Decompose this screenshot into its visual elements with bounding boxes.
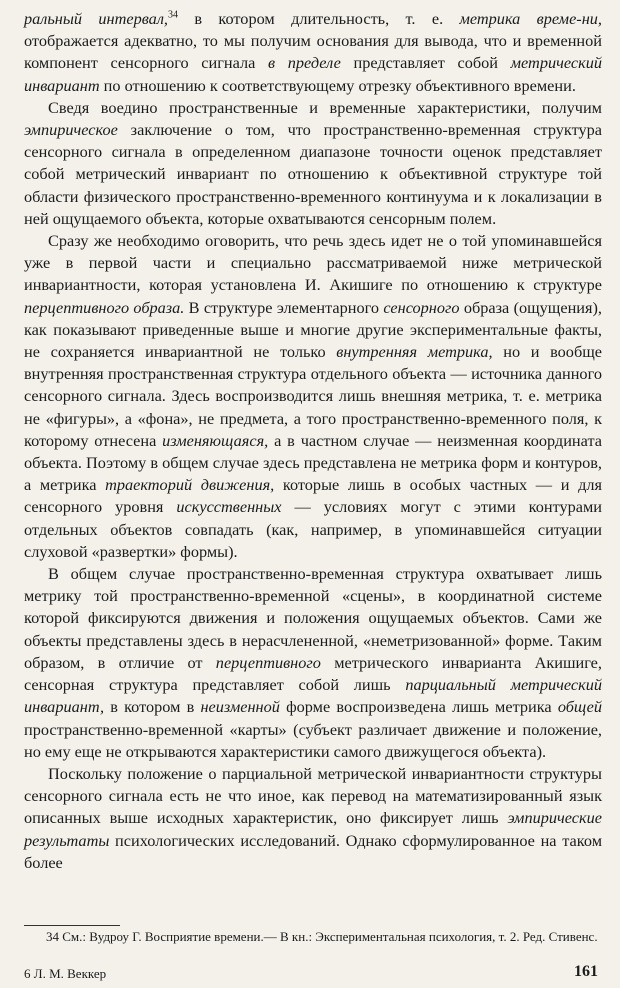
- text-run: по отношению к соответствующему отрезку объективного времени.: [99, 75, 576, 95]
- footnote-rule: [24, 925, 120, 926]
- italic-text: сенсорного: [383, 297, 460, 317]
- footnote-ref: 34: [168, 9, 178, 21]
- text-run: Поскольку положение о парциальной метрической инвариантности структуры сенсорного сигнала есть не что иное, как перевод на математизированный язык описанных выше исходных характеристик, оно фиксирует лишь: [24, 763, 602, 828]
- text-run: в котором длительность, т. е.: [178, 9, 460, 28]
- body-text: [24, 8, 602, 874]
- text-run: Сразу же необходимо оговорить, что речь здесь идет не о той упоминавшейся уже в первой части и специально рассматриваемой ниже метрической инвариантности, которая установлена И. Акишиге по отношению к структуре: [24, 231, 602, 295]
- italic-text: внутренняя метрика,: [336, 342, 493, 362]
- italic-text: метрический инвариант: [24, 53, 602, 95]
- paragraph: [24, 230, 602, 563]
- printer-signature: 6 Л. М. Веккер: [24, 966, 107, 981]
- text-run: образа (ощущения), как показывают приведенные выше и многие другие экспериментальные факты, не сохраняется инвариантной не только: [24, 297, 602, 362]
- text-run: метрического инварианта Акишиге, сенсорная структура представляет собой лишь: [24, 652, 602, 695]
- text-run: пространственно-временной «карты» (субъект различает движение и положение, но ему еще не открываются характеристики самого движущегося объекта).: [24, 719, 602, 761]
- text-run: представляет собой: [340, 53, 511, 73]
- text-run: но и вообще внутренняя пространственная структура отдельного объекта — источника данного сенсорного сигнала. Здесь воспроизводится лишь внешняя метрика, т. е. метрика не «фигуры», а «фона», не предмета, а того пространственно-временного поля, к которому отнесена: [24, 342, 602, 450]
- text-run: заключение о том, что пространственно-временная структура сенсорного сигнала в определенном диапазоне точности оценок представляет собой метрический инвариант по отношению к объективной структуре той области физического пространственно-временного континуума и к локализации в ней ощущаемого объекта, которые охватываются сенсорным полем.: [24, 120, 602, 228]
- text-run: В структуре элементарного: [184, 297, 384, 317]
- italic-text: траекторий движения,: [105, 475, 275, 495]
- italic-text: эмпирические результаты: [24, 808, 602, 850]
- paragraph: [24, 97, 602, 230]
- text-run: — условиях могут с этими контурами отдельных объектов совпадать (как, например, в упоминавшейся ситуации слуховой «развертки» формы).: [24, 497, 602, 561]
- text-run: форме воспроизведена лишь метрика: [279, 697, 558, 717]
- italic-text: метрика време-ни,: [459, 9, 602, 28]
- text-run: В общем случае пространственно-временная структура охватывает лишь метрику той пространственно-временной «сцены», в координатной системе которой фиксируются движения и положения ощущаемых объектов. Сами же объекты представлены здесь в нерасчлененной, «неметризованной» форме. Таким образом, в отличие от: [24, 564, 602, 672]
- text-run: психологических исследований. Однако сформулированное на таком более: [24, 830, 602, 872]
- italic-text: общей: [557, 697, 602, 717]
- italic-text: перцептивного образа.: [24, 297, 185, 317]
- italic-text: перцептивного: [215, 652, 321, 672]
- paragraph: [24, 563, 602, 763]
- italic-text: изменяющаяся,: [162, 430, 269, 450]
- text-run: Сведя воедино пространственные и временные характеристики, получим: [48, 97, 602, 117]
- italic-text: ральный интервал,: [24, 9, 168, 28]
- text-run: которые лишь в особых частных — и для сенсорного уровня: [24, 475, 603, 517]
- text-run: в котором в: [104, 697, 201, 717]
- footnote: 34 См.: Вудроу Г. Восприятие времени.— В кн.: Экспериментальная психология, т. 2. Ред. Стивенс.: [46, 929, 598, 944]
- page-number: 161: [574, 963, 598, 980]
- italic-text: в пределе: [268, 53, 341, 73]
- italic-text: неизменной: [200, 697, 280, 717]
- text-run: а в частном случае — неизменная координата объекта. Поэтому в общем случае здесь представлена не метрика форм и контуров, а метрика: [24, 430, 602, 495]
- text-run: отображается адекватно, то мы получим основания для вывода, что и временной компонент сенсорного сигнала: [24, 31, 602, 73]
- paragraph: [24, 763, 602, 874]
- paragraph: [24, 8, 602, 97]
- italic-text: искусственных: [176, 497, 282, 517]
- italic-text: парциальный метрический инвариант,: [24, 675, 602, 717]
- italic-text: эмпирическое: [24, 120, 118, 140]
